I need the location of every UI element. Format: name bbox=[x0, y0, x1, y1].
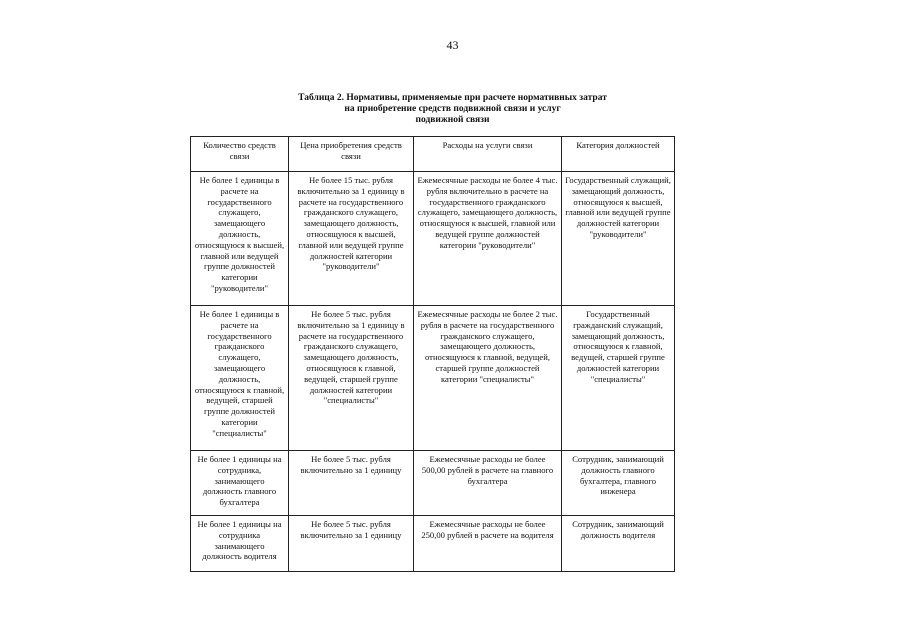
table-row bbox=[191, 172, 675, 306]
table-cell: Не более 5 тыс. рубля включительно за 1 единицу bbox=[289, 451, 414, 516]
table-header-row bbox=[191, 137, 675, 172]
header-cell-service-costs: Расходы на услуги связи bbox=[414, 137, 562, 172]
table-cell: Не более 1 единицы в расчете на государственного служащего, замещающего должность, относящуюся к высшей, главной или ведущей группе должностей категории "руководители" bbox=[191, 172, 289, 306]
table-title-line-2: на приобретение средств подвижной связи и услуг bbox=[344, 104, 561, 114]
table-title-line-3: подвижной связи bbox=[415, 115, 490, 125]
table-cell: Государственный гражданский служащий, замещающий должность, относящуюся к главной, ведущей, старшей группе должностей категории "специалисты" bbox=[562, 306, 675, 451]
table-cell: Ежемесячные расходы не более 500,00 рублей в расчете на главного бухгалтера bbox=[414, 451, 562, 516]
table-row bbox=[191, 306, 675, 451]
header-cell-quantity: Количество средств связи bbox=[191, 137, 289, 172]
table-cell: Сотрудник, занимающий должность водителя bbox=[562, 516, 675, 572]
table-cell: Не более 5 тыс. рубля включительно за 1 единицу в расчете на государственного гражданского служащего, замещающего должность, относящуюся к главной, ведущей, старшей группе должностей категории "специалисты" bbox=[289, 306, 414, 451]
table-cell: Не более 1 единицы в расчете на государственного гражданского служащего, замещающего должность, относящуюся к главной, ведущей, старшей группе должностей категории "специалисты" bbox=[191, 306, 289, 451]
table-cell: Сотрудник, занимающий должность главного бухгалтера, главного инженера bbox=[562, 451, 675, 516]
table-row bbox=[191, 516, 675, 572]
page-number: 43 bbox=[446, 38, 459, 52]
table-cell: Ежемесячные расходы не более 250,00 рублей в расчете на водителя bbox=[414, 516, 562, 572]
table-row bbox=[191, 451, 675, 516]
table-cell: Не более 1 единицы на сотрудника, занимающего должность главного бухгалтера bbox=[191, 451, 289, 516]
table-cell: Не более 15 тыс. рубля включительно за 1 единицу в расчете на государственного гражданского служащего, замещающего должность, относящуюся к высшей, главной или ведущей группе должностей категории "руководители" bbox=[289, 172, 414, 306]
table-cell: Ежемесячные расходы не более 2 тыс. рубля в расчете на государственного гражданского служащего, замещающего должность, относящуюся к главной, ведущей, старшей группе должностей категории "специалисты" bbox=[414, 306, 562, 451]
table-cell: Ежемесячные расходы не более 4 тыс. рубля включительно в расчете на государственного гражданского служащего, замещающего должность, относящуюся к высшей, главной или ведущей группе должностей категории "руководители" bbox=[414, 172, 562, 306]
table-title-line-1: Таблица 2. Нормативы, применяемые при расчете нормативных затрат bbox=[298, 93, 607, 103]
header-cell-position-category: Категория должностей bbox=[562, 137, 675, 172]
table-cell: Государственный служащий, замещающий должность, относящуюся к высшей, главной или ведущей группе должностей категории "руководители" bbox=[562, 172, 675, 306]
table-cell: Не более 5 тыс. рубля включительно за 1 единицу bbox=[289, 516, 414, 572]
table-title bbox=[230, 93, 675, 126]
header-cell-price: Цена приобретения средств связи bbox=[289, 137, 414, 172]
norms-table bbox=[190, 136, 675, 572]
table-cell: Не более 1 единицы на сотрудника занимающего должность водителя bbox=[191, 516, 289, 572]
